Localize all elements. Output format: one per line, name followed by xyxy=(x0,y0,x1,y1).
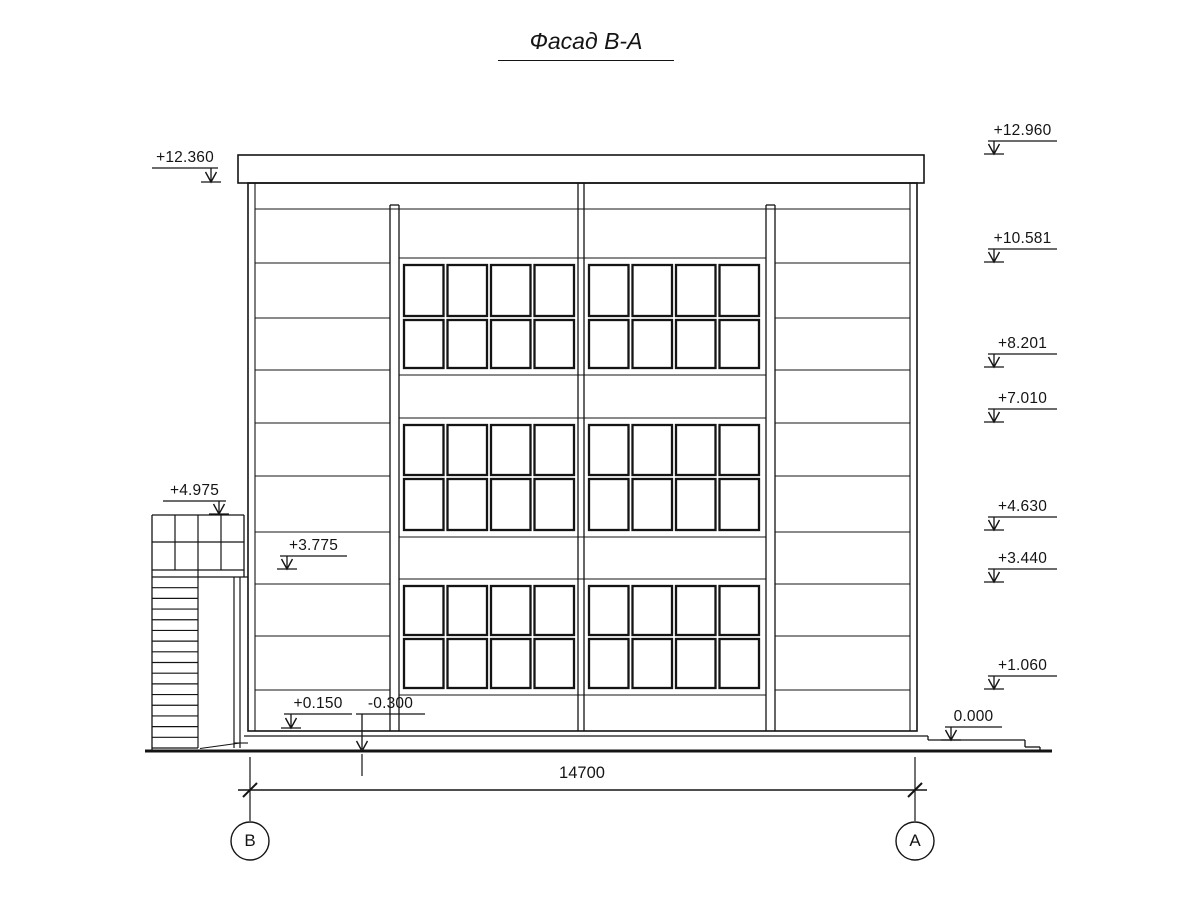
window xyxy=(676,639,716,688)
window xyxy=(404,265,444,316)
window xyxy=(448,479,488,530)
window-band xyxy=(399,418,766,537)
window xyxy=(676,320,716,368)
window xyxy=(589,265,629,316)
window xyxy=(535,639,575,688)
axis-marker-b-label: В xyxy=(244,831,256,850)
window xyxy=(589,586,629,635)
window xyxy=(633,639,673,688)
facade-joint-lines xyxy=(255,263,910,690)
elevation-label-right: +3.440 xyxy=(997,550,1048,567)
window xyxy=(720,425,760,475)
window xyxy=(448,265,488,316)
axis-marker-a-label: А xyxy=(909,831,921,850)
window xyxy=(491,320,531,368)
axis-markers xyxy=(231,822,934,860)
window xyxy=(720,586,760,635)
window xyxy=(491,265,531,316)
elevation-label-right: 0.000 xyxy=(953,708,994,725)
window xyxy=(633,320,673,368)
window xyxy=(404,425,444,475)
window xyxy=(720,639,760,688)
window xyxy=(535,425,575,475)
window xyxy=(720,479,760,530)
window xyxy=(404,586,444,635)
elevation-label-left: +4.975 xyxy=(169,482,220,499)
window xyxy=(676,425,716,475)
window xyxy=(720,320,760,368)
drawing-title: Фасад В-А xyxy=(498,28,674,61)
window xyxy=(535,586,575,635)
window xyxy=(676,265,716,316)
window xyxy=(720,265,760,316)
window xyxy=(535,479,575,530)
stair-annex xyxy=(152,515,248,751)
elevation-label-right: +4.630 xyxy=(997,498,1048,515)
window xyxy=(633,425,673,475)
window xyxy=(491,425,531,475)
window xyxy=(448,320,488,368)
window xyxy=(448,639,488,688)
window xyxy=(404,639,444,688)
elevation-label-right: +7.010 xyxy=(997,390,1048,407)
window xyxy=(589,639,629,688)
window xyxy=(404,320,444,368)
window xyxy=(491,586,531,635)
elevation-label-left: -0.300 xyxy=(367,695,414,712)
window xyxy=(589,425,629,475)
window xyxy=(633,586,673,635)
window xyxy=(535,265,575,316)
plinth xyxy=(244,736,928,740)
window-band xyxy=(399,579,766,695)
window xyxy=(491,479,531,530)
elevation-label-left: +3.775 xyxy=(288,537,339,554)
window xyxy=(448,586,488,635)
overall-dimension-value: 14700 xyxy=(559,764,605,782)
window xyxy=(589,479,629,530)
elevation-label-right: +10.581 xyxy=(993,230,1052,247)
elevation-label-left: +12.360 xyxy=(156,149,214,166)
window xyxy=(448,425,488,475)
window xyxy=(676,586,716,635)
elevation-label-right: +12.960 xyxy=(993,122,1052,139)
window xyxy=(589,320,629,368)
elevation-label-left: +0.150 xyxy=(293,695,343,712)
building-body xyxy=(238,155,924,731)
window xyxy=(535,320,575,368)
center-divider xyxy=(578,183,584,731)
elevation-label-right: +1.060 xyxy=(997,657,1048,674)
window-band xyxy=(399,258,766,375)
window xyxy=(633,265,673,316)
window xyxy=(633,479,673,530)
window xyxy=(491,639,531,688)
entrance-steps xyxy=(928,740,1040,751)
window xyxy=(676,479,716,530)
window xyxy=(404,479,444,530)
elevation-label-right: +8.201 xyxy=(997,335,1048,352)
